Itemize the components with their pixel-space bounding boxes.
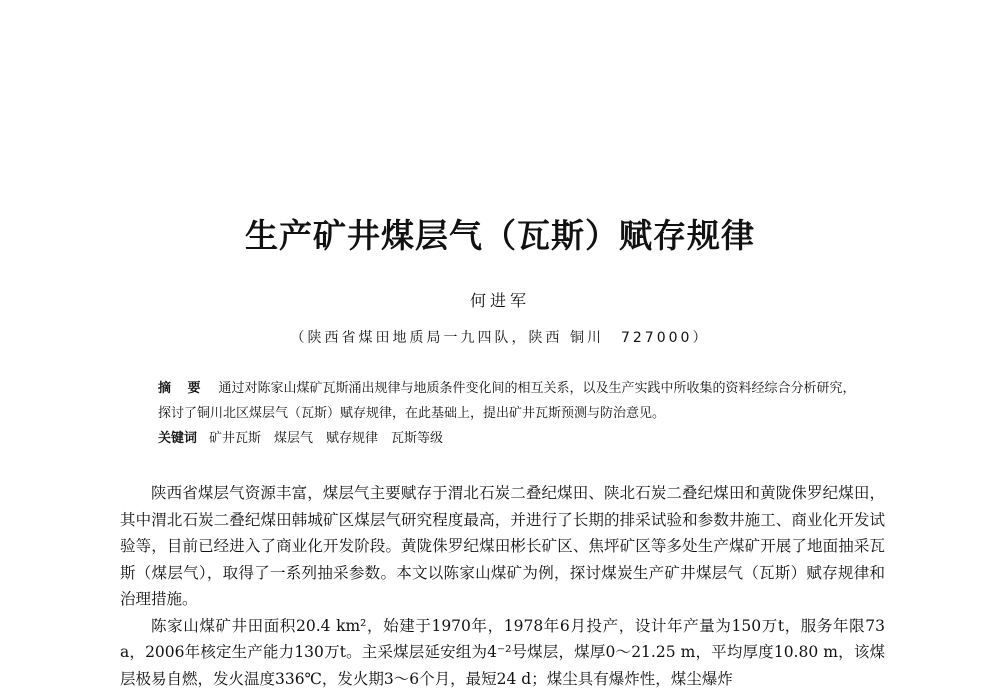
paragraph: 陕西省煤层气资源丰富，煤层气主要赋存于渭北石炭二叠纪煤田、陕北石炭二叠纪煤田和黄陇侏罗纪煤田，其中渭北石炭二叠纪煤田韩城矿区煤层气研究程度最高，并进行了长期的排采试验和参数井施工、商业化开发试验等，目前已经进入了商业化开发阶段。黄陇侏罗纪煤田彬长矿区、焦坪矿区等多处生产煤矿开展了地面抽采瓦斯（煤层气），取得了一系列抽采参数。本文以陈家山煤矿为例，探讨煤炭生产矿井煤层气（瓦斯）赋存规律和治理措施。	[120, 484, 885, 608]
paragraph: 陈家山煤矿井田面积20.4 km²，始建于1970年，1978年6月投产，设计年产量为150万t，服务年限73 a，2006年核定生产能力130万t。主采煤层延安组为4⁻²号煤层，煤厚0～21.25 m，平均厚度10.80 m，该煤层极易自燃，发火温度336℃，发火期3～6个月，最短24 d；煤尘具有爆炸性，煤尘爆炸	[120, 616, 885, 688]
abstract-block	[158, 376, 858, 451]
keywords-label: 关键词	[158, 431, 198, 446]
author: 何进军	[469, 291, 530, 310]
keywords	[158, 426, 858, 451]
abstract	[158, 376, 858, 426]
abstract-label: 摘 要	[158, 381, 207, 396]
keywords-text: 矿井瓦斯 煤层气 赋存规律 瓦斯等级	[209, 431, 444, 446]
affiliation: （陕西省煤田地质局一九四队，陕西 铜川 727000）	[290, 330, 710, 346]
page-title: 生产矿井煤层气（瓦斯）赋存规律	[245, 216, 755, 255]
abstract-text: 通过对陈家山煤矿瓦斯涌出规律与地质条件变化间的相互关系，以及生产实践中所收集的资料经综合分析研究，探讨了铜川北区煤层气（瓦斯）赋存规律，在此基础上，提出矿井瓦斯预测与防治意见。	[158, 381, 856, 421]
body-text	[120, 480, 885, 692]
